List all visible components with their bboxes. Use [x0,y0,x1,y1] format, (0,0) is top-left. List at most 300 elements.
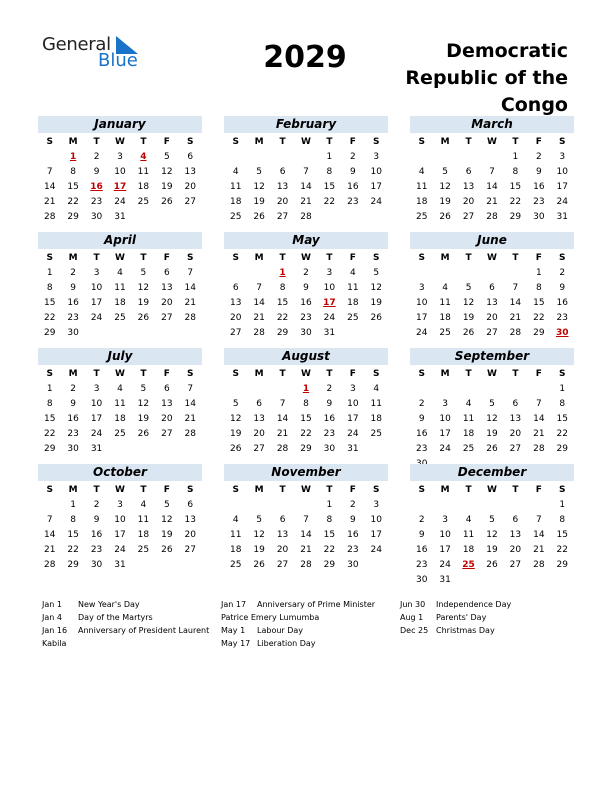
weekday-label: S [559,485,566,495]
day-cell: 9 [93,167,100,177]
day-cell: 20 [509,429,522,439]
day-cell: 31 [114,212,126,222]
holiday-column [221,598,381,650]
day-cell: 7 [256,283,262,293]
day-cell: 10 [347,399,359,409]
weekday-label: F [163,369,170,379]
day-cell: 25 [462,444,475,454]
day-cell: 28 [184,313,196,323]
month-november [224,464,388,573]
weekday-label: T [93,369,100,379]
weekday-label: M [68,369,78,379]
month-october [38,464,202,573]
day-cell: 14 [300,530,312,540]
day-cell: 29 [67,560,79,570]
day-cell: 27 [184,545,196,555]
week-row [224,180,388,195]
day-cell: 31 [556,212,568,222]
weekday-label: F [163,485,170,495]
day-cell: 27 [509,560,522,570]
day-cell [179,558,202,573]
weekday-label: W [301,253,311,263]
weekday-label: T [465,137,472,147]
day-cell: 5 [465,283,472,293]
day-cell: 9 [326,399,333,409]
day-cell: 24 [90,313,103,323]
day-cell: 10 [556,167,568,177]
day-cell: 16 [90,530,103,540]
month-title: February [224,116,388,133]
day-cell: 25 [347,313,359,323]
day-cell [155,442,178,457]
day-cell [410,266,433,281]
day-cell: 24 [370,197,382,207]
day-cell: 23 [347,197,359,207]
day-cell: 10 [370,167,382,177]
day-cell: 26 [486,444,498,454]
week-row [224,296,388,311]
day-cell: 10 [370,515,382,525]
day-cell: 15 [509,182,522,192]
day-cell: 24 [439,444,451,454]
day-cell [410,382,433,397]
day-cell: 11 [229,182,242,192]
day-cell [224,150,247,165]
day-cell: 18 [462,545,475,555]
day-cell: 21 [533,429,545,439]
weekday-label: T [279,485,286,495]
weekday-label: T [512,485,519,495]
holiday-date: Jan 17 [221,600,247,609]
day-cell: 18 [370,414,382,424]
weekday-label: F [163,253,170,263]
day-cell: 26 [229,444,242,454]
week-row [38,498,202,513]
calendar-year: 2029 [263,40,347,75]
day-cell: 21 [509,313,522,323]
week-row [224,397,388,412]
day-cell: 7 [489,167,495,177]
day-cell: 31 [90,444,103,454]
weekday-label: W [115,253,125,263]
day-cell: 2 [349,152,356,162]
week-row [410,543,574,558]
day-cell: 20 [161,414,173,424]
day-cell: 14 [184,399,196,409]
day-cell: 10 [415,298,428,308]
day-cell: 26 [462,328,475,338]
day-cell: 28 [486,212,498,222]
day-cell: 11 [137,515,150,525]
day-cell: 8 [559,515,566,525]
day-cell: 22 [67,545,79,555]
day-cell: 3 [559,152,566,162]
day-cell: 9 [70,399,76,409]
weekday-header [410,367,574,382]
weekday-label: S [46,137,53,147]
day-cell: 15 [533,298,545,308]
weekday-label: S [232,137,239,147]
day-cell: 13 [184,167,196,177]
day-cell: 3 [93,384,100,394]
day-cell: 5 [256,167,262,177]
day-cell [457,382,480,397]
brand-logo [42,34,152,74]
holiday-day-cell: 16 [90,182,103,192]
day-cell: 28 [184,429,196,439]
weekday-label: W [487,137,497,147]
week-row [410,442,574,457]
day-cell: 3 [326,268,333,278]
week-row [410,412,574,427]
day-cell: 26 [439,212,451,222]
weekday-label: S [418,485,425,495]
weekday-label: T [140,369,147,379]
day-cell: 26 [137,429,150,439]
week-row [224,558,388,573]
month-june [410,232,574,341]
week-row [38,442,202,457]
week-row [38,165,202,180]
day-cell: 27 [509,444,522,454]
weekday-label: M [440,137,450,147]
weekday-label: F [349,137,356,147]
day-cell: 28 [533,560,545,570]
weekday-label: F [349,253,356,263]
day-cell [527,498,550,513]
day-cell: 12 [370,283,382,293]
week-row [224,427,388,442]
day-cell: 5 [489,399,495,409]
weekday-label: S [232,253,239,263]
day-cell: 16 [415,545,428,555]
day-cell: 23 [533,197,545,207]
weekday-label: T [326,485,333,495]
week-row [410,311,574,326]
day-cell: 8 [535,283,542,293]
day-cell: 22 [556,545,568,555]
month-title: March [410,116,574,133]
weekday-header [224,251,388,266]
weekday-label: T [512,137,519,147]
day-cell: 6 [187,152,194,162]
day-cell: 29 [556,444,568,454]
day-cell [247,150,270,165]
day-cell: 19 [486,429,498,439]
day-cell: 10 [439,414,451,424]
day-cell [38,498,61,513]
day-cell: 3 [418,283,425,293]
week-row [38,513,202,528]
day-cell: 21 [300,545,312,555]
day-cell: 10 [439,530,451,540]
week-row [224,311,388,326]
day-cell: 26 [370,313,382,323]
day-cell: 6 [465,167,472,177]
day-cell: 6 [489,283,495,293]
day-cell: 23 [323,429,336,439]
day-cell: 7 [279,399,286,409]
day-cell: 30 [300,328,312,338]
day-cell [504,382,527,397]
day-cell: 23 [556,313,568,323]
month-july [38,348,202,457]
day-cell: 16 [67,414,79,424]
day-cell [132,210,155,225]
holiday-date: May 1 [221,626,246,635]
day-cell [132,326,155,341]
week-row [38,326,202,341]
day-cell: 7 [46,515,53,525]
day-cell: 16 [347,530,359,540]
day-cell: 18 [137,182,150,192]
day-cell: 2 [418,399,425,409]
day-cell: 1 [512,152,519,162]
day-cell [155,326,178,341]
day-cell: 22 [43,429,56,439]
day-cell: 14 [509,298,522,308]
weekday-label: S [373,137,380,147]
day-cell: 28 [276,444,289,454]
day-cell: 4 [349,268,356,278]
month-title: October [38,464,202,481]
day-cell: 9 [349,515,356,525]
day-cell: 11 [462,414,475,424]
weekday-label: S [187,137,194,147]
day-cell: 20 [509,545,522,555]
day-cell: 12 [253,182,265,192]
day-cell: 30 [90,212,103,222]
day-cell: 11 [370,399,382,409]
day-cell: 7 [535,515,542,525]
week-row [224,210,388,225]
month-january [38,116,202,225]
day-cell: 27 [161,313,173,323]
day-cell: 30 [533,212,545,222]
day-cell: 2 [303,268,309,278]
day-cell: 4 [418,167,425,177]
day-cell [457,498,480,513]
week-row [224,442,388,457]
day-cell [38,150,61,165]
weekday-label: S [187,485,194,495]
day-cell: 27 [229,328,242,338]
day-cell: 20 [184,530,196,540]
day-cell: 24 [347,429,359,439]
day-cell: 21 [276,429,289,439]
day-cell: 22 [533,313,545,323]
day-cell: 22 [300,429,312,439]
day-cell: 10 [90,283,103,293]
week-row [38,281,202,296]
day-cell: 9 [70,283,76,293]
day-cell [480,498,503,513]
month-september [410,348,574,472]
day-cell: 19 [161,530,173,540]
holiday-day-cell: 1 [279,268,286,278]
day-cell: 29 [67,212,79,222]
week-row [38,195,202,210]
day-cell: 29 [533,328,545,338]
day-cell [433,498,456,513]
weekday-label: T [465,253,472,263]
day-cell: 4 [140,500,147,510]
day-cell: 18 [347,298,359,308]
day-cell: 7 [46,167,53,177]
holiday-day-cell: 1 [302,384,310,394]
day-cell [132,558,155,573]
day-cell: 27 [462,212,475,222]
day-cell: 17 [347,414,359,424]
day-cell [108,326,131,341]
month-december [410,464,574,588]
week-row [38,412,202,427]
week-row [38,397,202,412]
month-title: November [224,464,388,481]
month-title: May [224,232,388,249]
weekday-label: M [68,485,78,495]
day-cell: 16 [533,182,545,192]
month-title: January [38,116,202,133]
day-cell: 8 [46,399,53,409]
week-row [224,382,388,397]
weekday-label: S [187,253,194,263]
week-row [38,311,202,326]
holiday-date: Jan 4 [42,613,62,622]
day-cell: 20 [253,429,265,439]
day-cell: 13 [276,182,289,192]
day-cell: 2 [70,268,76,278]
day-cell: 2 [559,268,566,278]
week-row [410,558,574,573]
day-cell: 17 [370,530,382,540]
day-cell [410,498,433,513]
day-cell: 27 [161,429,173,439]
day-cell: 21 [43,545,56,555]
day-cell: 13 [486,298,498,308]
day-cell: 25 [229,212,242,222]
day-cell: 14 [276,414,289,424]
day-cell: 19 [462,313,475,323]
day-cell: 19 [137,298,150,308]
holiday-date: Dec 25 [400,626,429,635]
day-cell: 2 [70,384,76,394]
weekday-label: M [254,485,264,495]
day-cell: 7 [187,268,194,278]
day-cell: 20 [276,545,289,555]
weekday-label: S [373,369,380,379]
day-cell [247,498,270,513]
weekday-label: T [93,253,100,263]
day-cell: 16 [415,429,428,439]
day-cell [294,150,317,165]
week-row [224,326,388,341]
day-cell: 11 [229,530,242,540]
day-cell: 8 [70,515,76,525]
day-cell: 12 [161,167,173,177]
holiday-name: Christmas Day [436,626,495,635]
day-cell: 8 [326,515,333,525]
day-cell: 18 [229,197,242,207]
day-cell [294,498,317,513]
month-title: December [410,464,574,481]
day-cell: 12 [137,283,150,293]
weekday-label: S [232,369,239,379]
weekday-label: W [115,137,125,147]
day-cell: 5 [163,152,170,162]
day-cell: 14 [43,530,56,540]
day-cell: 28 [300,212,312,222]
holiday-name: Parents' Day [436,613,487,622]
day-cell: 20 [229,313,242,323]
weekday-label: W [487,369,497,379]
day-cell: 31 [439,575,451,585]
day-cell: 12 [462,298,475,308]
month-title: July [38,348,202,365]
day-cell: 3 [117,152,123,162]
day-cell: 2 [326,384,333,394]
day-cell [365,326,388,341]
day-cell [433,382,456,397]
day-cell: 13 [161,283,173,293]
day-cell: 6 [512,515,519,525]
day-cell: 21 [533,545,545,555]
day-cell: 4 [465,515,472,525]
weekday-label: T [279,369,286,379]
day-cell: 6 [279,167,286,177]
day-cell: 17 [439,429,451,439]
weekday-label: W [301,369,311,379]
day-cell [271,498,294,513]
day-cell: 19 [253,197,265,207]
day-cell: 6 [163,268,170,278]
day-cell [224,266,247,281]
day-cell: 17 [90,298,103,308]
day-cell: 26 [486,560,498,570]
day-cell: 17 [90,414,103,424]
day-cell: 15 [556,530,568,540]
weekday-label: F [349,485,356,495]
day-cell: 1 [46,268,53,278]
day-cell: 7 [187,384,194,394]
weekday-label: F [163,137,170,147]
day-cell: 1 [559,500,566,510]
day-cell: 7 [303,167,309,177]
day-cell [433,266,456,281]
weekday-label: T [279,137,286,147]
day-cell: 16 [556,298,568,308]
day-cell: 17 [370,182,382,192]
day-cell [480,150,503,165]
day-cell: 6 [163,384,170,394]
weekday-header [38,367,202,382]
week-row [410,180,574,195]
day-cell: 28 [253,328,265,338]
day-cell: 5 [140,268,147,278]
day-cell: 25 [137,197,150,207]
month-february [224,116,388,225]
day-cell: 25 [370,429,382,439]
day-cell [480,573,503,588]
day-cell: 17 [415,313,428,323]
day-cell [224,498,247,513]
day-cell: 28 [533,444,545,454]
day-cell: 12 [161,515,173,525]
day-cell [433,150,456,165]
day-cell [132,442,155,457]
day-cell: 26 [253,212,265,222]
day-cell [179,442,202,457]
